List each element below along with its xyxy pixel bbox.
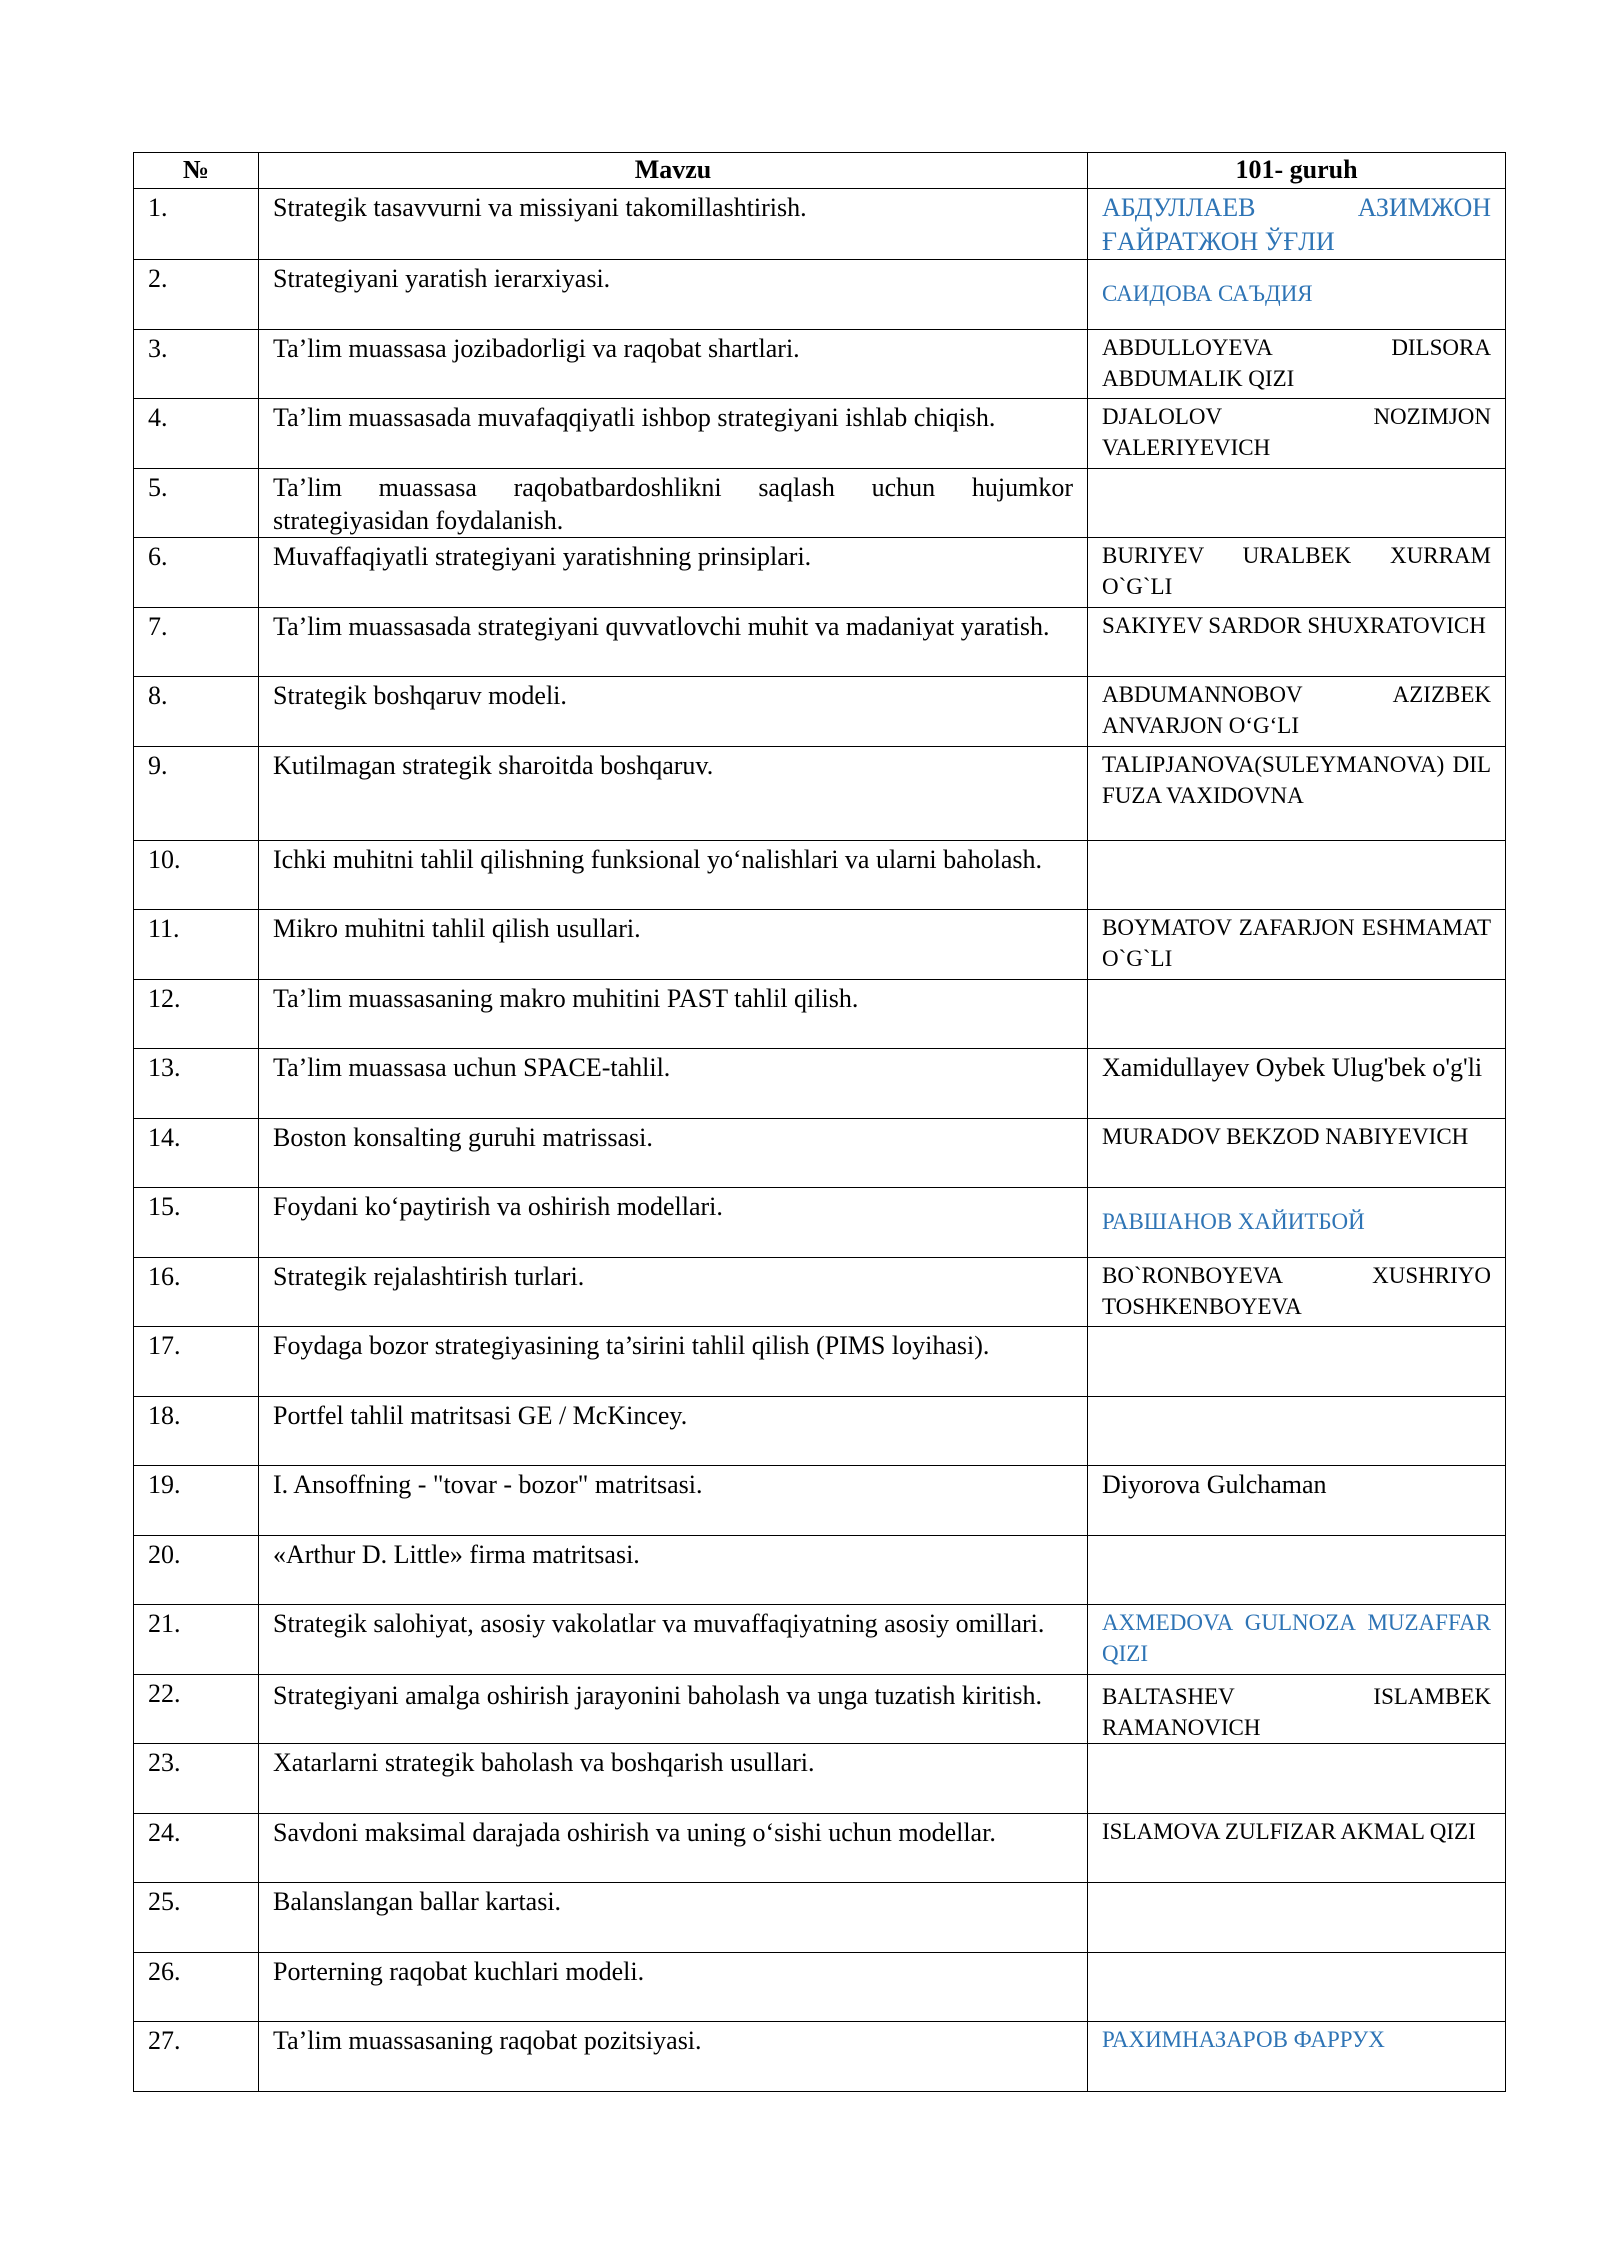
table-row [134,538,1506,608]
row-number: 23. [134,1744,259,1814]
row-number: 24. [134,1813,259,1883]
row-topic: Portfel tahlil matritsasi GE / McKincey. [259,1396,1088,1466]
row-number: 9. [134,746,259,840]
row-topic: Savdoni maksimal darajada oshirish va uning o‘sishi uchun modellar. [259,1813,1088,1883]
row-student: DJALOLOV NOZIMJON VALERIYEVICH [1088,399,1506,469]
row-number: 16. [134,1257,259,1327]
table-row [134,1883,1506,1953]
table-row [134,1188,1506,1258]
table-row [134,910,1506,980]
table-row [134,1327,1506,1397]
table-row [134,260,1506,330]
row-number: 6. [134,538,259,608]
row-topic: Ichki muhitni tahlil qilishning funksional yo‘nalishlari va ularni baholash. [259,840,1088,910]
table-row [134,1396,1506,1466]
row-student [1088,1327,1506,1397]
row-student [1088,1883,1506,1953]
row-number: 1. [134,189,259,260]
table-header-row [134,153,1506,189]
row-student [1088,1535,1506,1605]
row-topic: Foydaga bozor strategiyasining ta’sirini tahlil qilish (PIMS loyihasi). [259,1327,1088,1397]
header-group: 101- guruh [1088,153,1506,189]
row-number: 20. [134,1535,259,1605]
row-topic: Ta’lim muassasada strategiyani quvvatlovchi muhit va madaniyat yaratish. [259,607,1088,677]
table-row [134,189,1506,260]
row-topic: Strategik salohiyat, asosiy vakolatlar va muvaffaqiyatning asosiy omillari. [259,1605,1088,1675]
row-student: АБДУЛЛАЕВ АЗИМЖОН ҒАЙРАТЖОН ЎҒЛИ [1088,189,1506,260]
row-number: 14. [134,1118,259,1188]
row-topic: Muvaffaqiyatli strategiyani yaratishning prinsiplari. [259,538,1088,608]
table-row [134,746,1506,840]
row-number: 27. [134,2022,259,2092]
table-row [134,399,1506,469]
row-topic: Strategik rejalashtirish turlari. [259,1257,1088,1327]
row-number: 5. [134,468,259,538]
row-student [1088,1396,1506,1466]
row-number: 4. [134,399,259,469]
row-student [1088,1952,1506,2022]
row-student [1088,979,1506,1049]
table-row [134,1257,1506,1327]
table-row [134,329,1506,399]
row-student: САИДОВА САЪДИЯ [1088,260,1506,330]
row-topic: Strategik boshqaruv modeli. [259,677,1088,747]
row-student: Xamidullayev Oybek Ulug'bek o'g'li [1088,1049,1506,1119]
row-student: MURADOV BEKZOD NABIYEVICH [1088,1118,1506,1188]
row-number: 7. [134,607,259,677]
row-student [1088,468,1506,538]
row-student: ABDUMANNOBOV AZIZBEK ANVARJON O‘G‘LI [1088,677,1506,747]
row-number: 22. [134,1674,259,1744]
row-student: ABDULLOYEVA DILSORA ABDUMALIK QIZI [1088,329,1506,399]
row-number: 2. [134,260,259,330]
row-student [1088,840,1506,910]
row-student: РАХИМНАЗАРОВ ФАРРУХ [1088,2022,1506,2092]
table-row [134,1744,1506,1814]
table-row [134,2022,1506,2092]
table-row [134,979,1506,1049]
row-student: BOYMATOV ZAFARJON ESHMAMAT O`G`LI [1088,910,1506,980]
table-row [134,1813,1506,1883]
row-student: SAKIYEV SARDOR SHUXRATOVICH [1088,607,1506,677]
row-number: 21. [134,1605,259,1675]
row-topic: Foydani ko‘paytirish va oshirish modellari. [259,1188,1088,1258]
row-number: 25. [134,1883,259,1953]
row-number: 11. [134,910,259,980]
row-student: ISLAMOVA ZULFIZAR AKMAL QIZI [1088,1813,1506,1883]
table-row [134,677,1506,747]
row-topic: Porterning raqobat kuchlari modeli. [259,1952,1088,2022]
document-page [133,152,1505,2092]
row-number: 17. [134,1327,259,1397]
row-number: 12. [134,979,259,1049]
row-number: 3. [134,329,259,399]
row-topic: Ta’lim muassasaning makro muhitini PAST tahlil qilish. [259,979,1088,1049]
table-row [134,1466,1506,1536]
row-topic: Ta’lim muassasada muvafaqqiyatli ishbop strategiyani ishlab chiqish. [259,399,1088,469]
row-topic: Xatarlarni strategik baholash va boshqarish usullari. [259,1744,1088,1814]
table-row [134,1535,1506,1605]
row-student: AXMEDOVA GULNOZA MUZAFFAR QIZI [1088,1605,1506,1675]
topics-table [133,152,1506,2092]
row-topic: Boston konsalting guruhi matrissasi. [259,1118,1088,1188]
row-topic: Mikro muhitni tahlil qilish usullari. [259,910,1088,980]
row-topic: Balanslangan ballar kartasi. [259,1883,1088,1953]
table-row [134,1605,1506,1675]
row-number: 13. [134,1049,259,1119]
row-topic: Ta’lim muassasa jozibadorligi va raqobat shartlari. [259,329,1088,399]
row-student: РАВШАНОВ ХАЙИТБОЙ [1088,1188,1506,1258]
row-student [1088,1744,1506,1814]
row-number: 19. [134,1466,259,1536]
row-student: BO`RONBOYEVA XUSHRIYO TOSHKENBOYEVA [1088,1257,1506,1327]
row-number: 26. [134,1952,259,2022]
header-number: № [134,153,259,189]
row-topic: Ta’lim muassasa uchun SPACE-tahlil. [259,1049,1088,1119]
table-row [134,1118,1506,1188]
table-row [134,468,1506,538]
row-number: 10. [134,840,259,910]
row-student: Diyorova Gulchaman [1088,1466,1506,1536]
table-row [134,840,1506,910]
row-topic: Kutilmagan strategik sharoitda boshqaruv. [259,746,1088,840]
row-topic: I. Ansoffning - "tovar - bozor" matritsasi. [259,1466,1088,1536]
header-topic: Mavzu [259,153,1088,189]
row-topic: Strategiyani amalga oshirish jarayonini baholash va unga tuzatish kiritish. [259,1674,1088,1744]
row-student: TALIPJANOVA(SULEYMANOVA) DILFUZA VAXIDOVNA [1088,746,1506,840]
row-number: 8. [134,677,259,747]
row-topic: Ta’lim muassasaning raqobat pozitsiyasi. [259,2022,1088,2092]
table-row [134,1952,1506,2022]
row-student: BALTASHEV ISLAMBEK RAMANOVICH [1088,1674,1506,1744]
row-topic: Ta’lim muassasa raqobatbardoshlikni saqlash uchun hujumkor strategiyasidan foydalanish. [259,468,1088,538]
table-row [134,1674,1506,1744]
row-number: 15. [134,1188,259,1258]
row-student: BURIYEV URALBEK XURRAM O`G`LI [1088,538,1506,608]
row-topic: «Arthur D. Little» firma matritsasi. [259,1535,1088,1605]
row-number: 18. [134,1396,259,1466]
row-topic: Strategik tasavvurni va missiyani takomillashtirish. [259,189,1088,260]
table-row [134,1049,1506,1119]
row-topic: Strategiyani yaratish ierarxiyasi. [259,260,1088,330]
table-row [134,607,1506,677]
